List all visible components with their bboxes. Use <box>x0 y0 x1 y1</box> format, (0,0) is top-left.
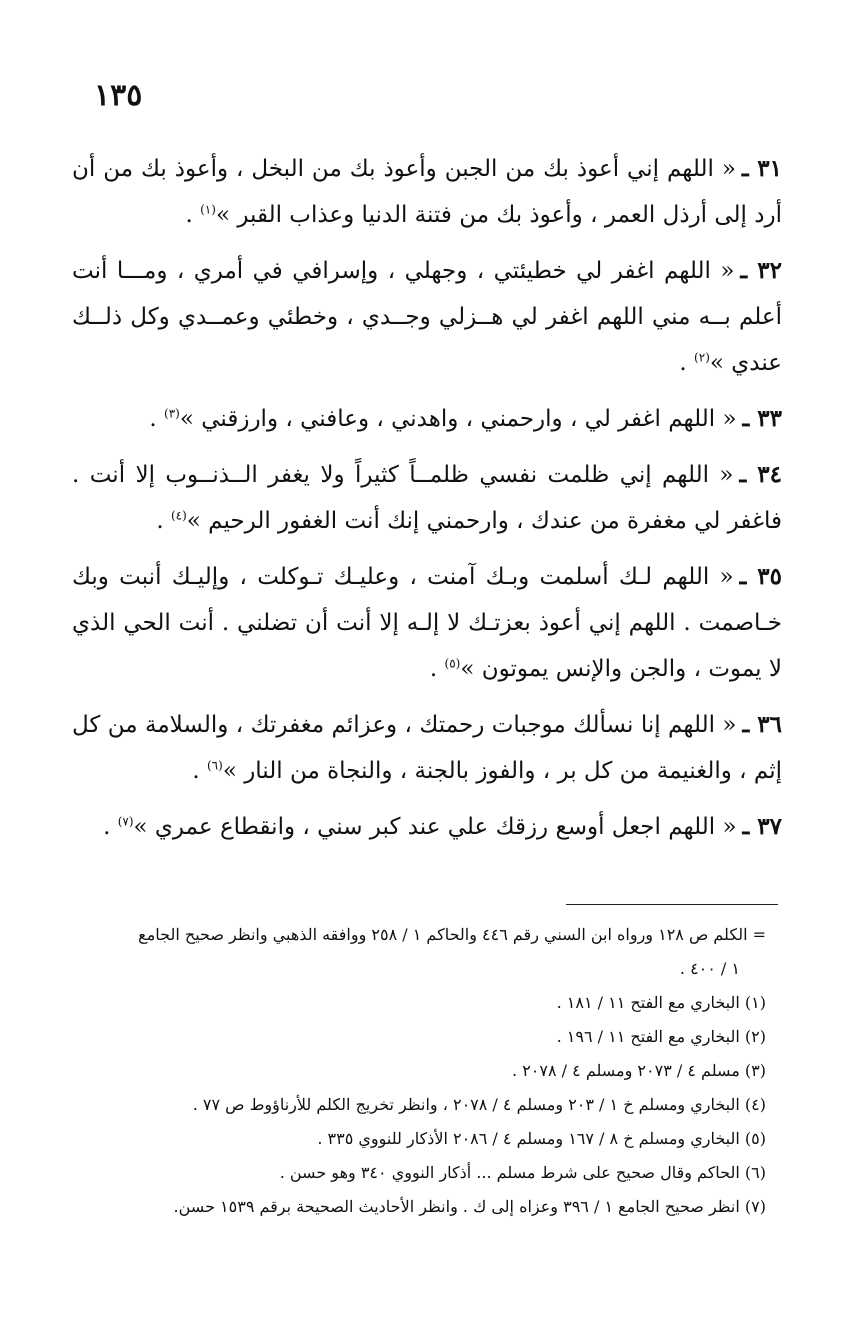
entry-text: « اللهم لـك أسلمت وبـك آمنت ، وعليـك تـوكلت ، وإليـك أنبت وبك خـاصمت . اللهم إني أعوذ بعزتـك لا إلـه إلا أنت أن تضلني . أنت الحي الذي لا يموت ، والجن والإنس يموتون » <box>72 564 782 682</box>
footnote-2: (٢) البخاري مع الفتح ١١ / ١٩٦ . <box>556 1027 766 1046</box>
entry-number: ٣١ ـ <box>741 155 783 182</box>
entry-text: « اللهم إنا نسألك موجبات رحمتك ، وعزائم مغفرتك ، والسلامة من كل إثم ، والغنيمة من كل بر ، والفوز بالجنة ، والنجاة من النار » <box>72 712 782 784</box>
footnote-ref: (٣) <box>164 406 180 421</box>
entry-number: ٣٧ ـ <box>742 813 782 840</box>
footnote-ref: (٢) <box>694 350 710 365</box>
supplications-list <box>72 146 782 860</box>
footnote-ref: (٧) <box>117 814 134 829</box>
footnote-ref: (٥) <box>444 656 461 671</box>
entry-37 <box>72 804 782 850</box>
footnote-7: (٧) انظر صحيح الجامع ١ / ٣٩٦ وعزاه إلى ك . وانظر الأحاديث الصحيحة برقم ١٥٣٩ حسن. <box>173 1197 766 1216</box>
entry-number: ٣٥ ـ <box>739 563 782 590</box>
entry-35 <box>72 554 782 692</box>
entry-end: . <box>156 508 171 534</box>
entry-end: . <box>185 202 201 228</box>
entry-number: ٣٢ ـ <box>740 257 783 284</box>
entry-text: « اللهم اغفر لي ، وارحمني ، واهدني ، وعافني ، وارزقني » <box>179 406 737 432</box>
entry-number: ٣٦ ـ <box>742 711 782 738</box>
entry-text: « اللهم إني ظلمت نفسي ظلمــاً كثيراً ولا يغفر الــذنــوب إلا أنت . فاغفر لي مغفرة من عندك ، وارحمني إنك أنت الغفور الرحيم » <box>72 462 782 534</box>
entry-text: « اللهم اجعل أوسع رزقك علي عند كبر سني ، وانقطاع عمري » <box>133 814 737 840</box>
footnote-separator <box>566 904 778 905</box>
footnote-5: (٥) البخاري ومسلم خ ٨ / ١٦٧ ومسلم ٤ / ٢٠٨٦ الأذكار للنووي ٣٣٥ . <box>317 1129 766 1148</box>
entry-text: « اللهم اغفر لي خطيئتي ، وجهلي ، وإسرافي في أمري ، ومـــا أنت أعلم بــه مني اللهم اغفر لي هــزلي وجــدي ، وخطئي وعمــدي وكل ذلــك عندي » <box>72 258 782 376</box>
footnotes <box>66 918 766 1224</box>
entry-end: . <box>149 406 165 432</box>
entry-33 <box>72 396 782 442</box>
footnote-ref: (٦) <box>206 758 223 773</box>
page-number: ١٣٥ <box>94 78 143 113</box>
entry-number: ٣٤ ـ <box>739 461 782 488</box>
footnote-6: (٦) الحاكم وقال صحيح على شرط مسلم ... أذكار النووي ٣٤٠ وهو حسن . <box>279 1163 766 1182</box>
entry-34 <box>72 452 782 544</box>
footnote-continued-line: ١ / ٤٠٠ . <box>679 959 740 978</box>
footnote-4: (٤) البخاري ومسلم خ ١ / ٢٠٣ ومسلم ٤ / ٢٠٧٨ ، وانظر تخريج الكلم للأرناؤوط ص ٧٧ . <box>192 1095 766 1114</box>
entry-end: . <box>103 814 118 840</box>
footnote-3: (٣) مسلم ٤ / ٢٠٧٣ ومسلم ٤ / ٢٠٧٨ . <box>512 1061 766 1080</box>
entry-31 <box>72 146 782 238</box>
entry-36 <box>72 702 782 794</box>
entry-number: ٣٣ ـ <box>742 405 782 432</box>
footnote-continued: = الكلم ص ١٢٨ ورواه ابن السني رقم ٤٤٦ والحاكم ١ / ٢٥٨ ووافقه الذهبي وانظر صحيح الجامع <box>138 925 766 944</box>
entry-32 <box>72 248 782 386</box>
entry-end: . <box>429 656 445 682</box>
footnote-1: (١) البخاري مع الفتح ١١ / ١٨١ . <box>556 993 766 1012</box>
entry-end: . <box>679 350 695 376</box>
entry-end: . <box>192 758 207 784</box>
footnote-ref: (١) <box>200 202 216 217</box>
footnote-ref: (٤) <box>170 508 187 523</box>
entry-text: « اللهم إني أعوذ بك من الجبن وأعوذ بك من البخل ، وأعوذ بك من أن أرد إلى أرذل العمر ، وأعوذ بك من فتنة الدنيا وعذاب القبر » <box>72 156 782 228</box>
